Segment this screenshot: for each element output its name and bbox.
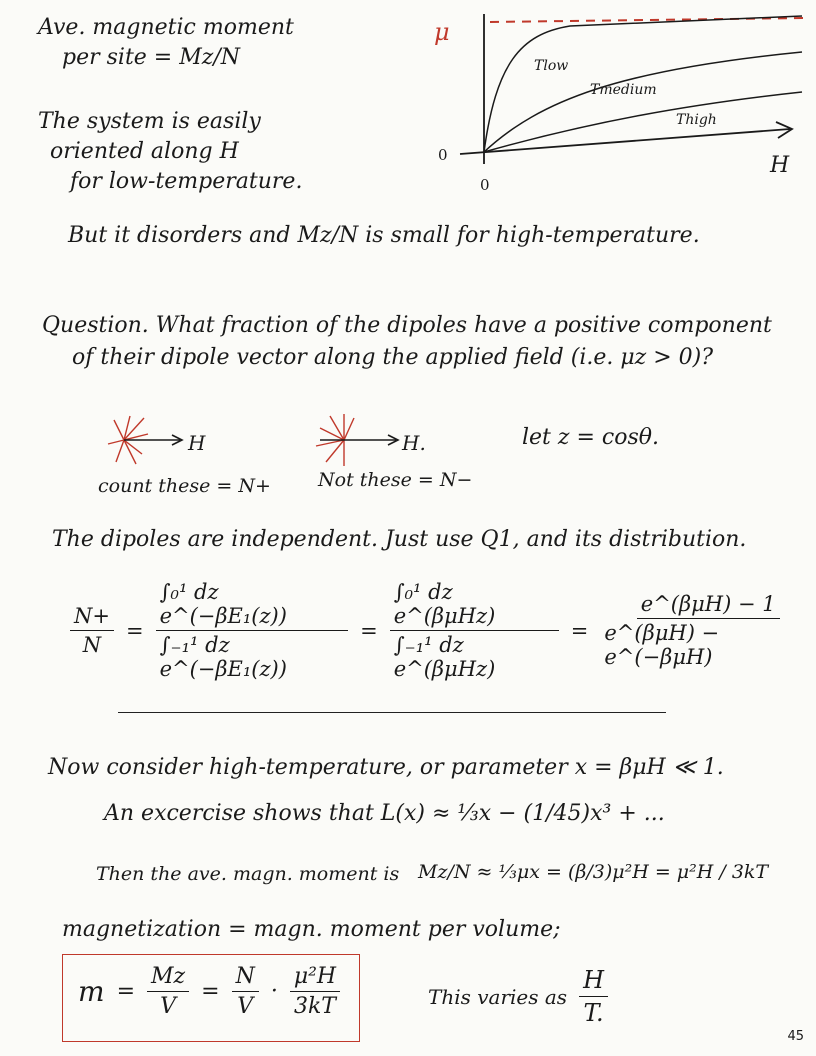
fraction-equation: $\frac{N+}{N}$ = $\frac{\text{∫₀¹ dz e\textasciicircum{}(−βE₁(z))}}{\text{∫₋₁¹ dz e\textasciicircum{}(−βE₁(z))}}$ = $\frac{\text{∫₀¹ dz e\textasciicircum{}(βμHz)}}{\text{∫₋₁¹ dz e\textasciicircum{}(βμHz)}}$ = $\frac{\text{e\textasciicircum{}(βμH) − 1}}{\text{e\textasciicircum{}(βμH) − e\textasciicircum{}(−βμH)}}$ [70, 580, 816, 681]
easy-line-1: The system is easily [38, 109, 261, 134]
graph-x-label: H [770, 153, 790, 178]
graph-origin-x: 0 [480, 176, 490, 194]
dip2-field-label: H. [402, 431, 426, 455]
high-line-3-eq: Mz/N ≈ ⅓μx = (β/3)μ²H = μ²H / 3kT [418, 861, 769, 883]
label-t-high: Thigh [676, 112, 717, 128]
easy-line-2: oriented along H [50, 139, 239, 164]
page-number: 45 [787, 1029, 804, 1044]
eq1-c-num: e^(βμH) − 1 [637, 592, 780, 619]
magnetization-equation [78, 964, 340, 1019]
eq1-lhs-num: N+ [70, 604, 114, 631]
high-line-2: An excercise shows that L(x) ≈ ⅓x − (1/45)x³ + ... [104, 801, 665, 826]
graph-y-label: μ [434, 18, 450, 46]
independent-line: The dipoles are independent. Just use Q1, and its distribution. [52, 527, 747, 552]
varies-as [428, 966, 608, 1027]
let-z-cos: let z = cosθ. [522, 425, 659, 450]
graph-x-axis [460, 129, 790, 154]
boxed-m: m [78, 975, 105, 1008]
magnetization-curve-sketch [430, 4, 810, 194]
eq1-lhs-den: N [82, 633, 102, 657]
easy-line-3: for low-temperature. [70, 169, 303, 194]
high-line-4: magnetization = magn. moment per volume; [62, 917, 561, 942]
question-line-2: of their dipole vector along the applied field (i.e. μz > 0)? [72, 345, 714, 370]
eq1-b-den: ∫₋₁¹ dz e^(βμHz) [393, 633, 496, 681]
curve-t-high [484, 92, 802, 152]
curve-t-medium [484, 52, 802, 152]
varies-num: H [579, 966, 608, 997]
high-line-1: Now consider high-temperature, or parameter x = βμH ≪ 1. [48, 755, 724, 780]
intro-line-2: per site = Mz/N [62, 45, 240, 70]
disorder-line: But it disorders and Mz/N is small for high-temperature. [68, 223, 700, 248]
varies-text: This varies as [428, 984, 568, 1009]
eq1-a-num: ∫₀¹ dz e^(−βE₁(z)) [156, 580, 348, 631]
boxed-eq-1: = [116, 979, 135, 1004]
varies-den: T. [583, 999, 604, 1027]
count-these: count these = N+ [98, 475, 271, 497]
eq1-c-den: e^(βμH) − e^(−βμH) [604, 621, 720, 669]
not-these: Not these = N− [318, 469, 473, 491]
boxed-c-num: μ²H [290, 964, 340, 992]
eq1-a-den: ∫₋₁¹ dz e^(−βE₁(z)) [159, 633, 287, 681]
graph-origin-y: 0 [438, 146, 448, 164]
boxed-eq-2: = [201, 979, 220, 1004]
separator-rule [118, 712, 666, 713]
boxed-dot: · [270, 979, 278, 1004]
question-line-1: Question. What fraction of the dipoles have a positive component [42, 313, 772, 338]
boxed-a-num: Mz [147, 964, 189, 992]
boxed-a-den: V [160, 994, 176, 1019]
label-t-medium: Tmedium [590, 82, 657, 98]
intro-line-1: Ave. magnetic moment [38, 15, 294, 40]
dipoles-positive-sketch [100, 410, 220, 470]
eq1-b-num: ∫₀¹ dz e^(βμHz) [390, 580, 559, 631]
boxed-c-den: 3kT [293, 994, 336, 1019]
dipoles-negative-sketch [300, 410, 440, 470]
label-t-low: Tlow [534, 58, 569, 74]
boxed-b-num: N [232, 964, 259, 992]
boxed-b-den: V [237, 994, 254, 1019]
high-line-3-prefix: Then the ave. magn. moment is [96, 863, 400, 885]
dip1-field-label: H [188, 431, 206, 455]
